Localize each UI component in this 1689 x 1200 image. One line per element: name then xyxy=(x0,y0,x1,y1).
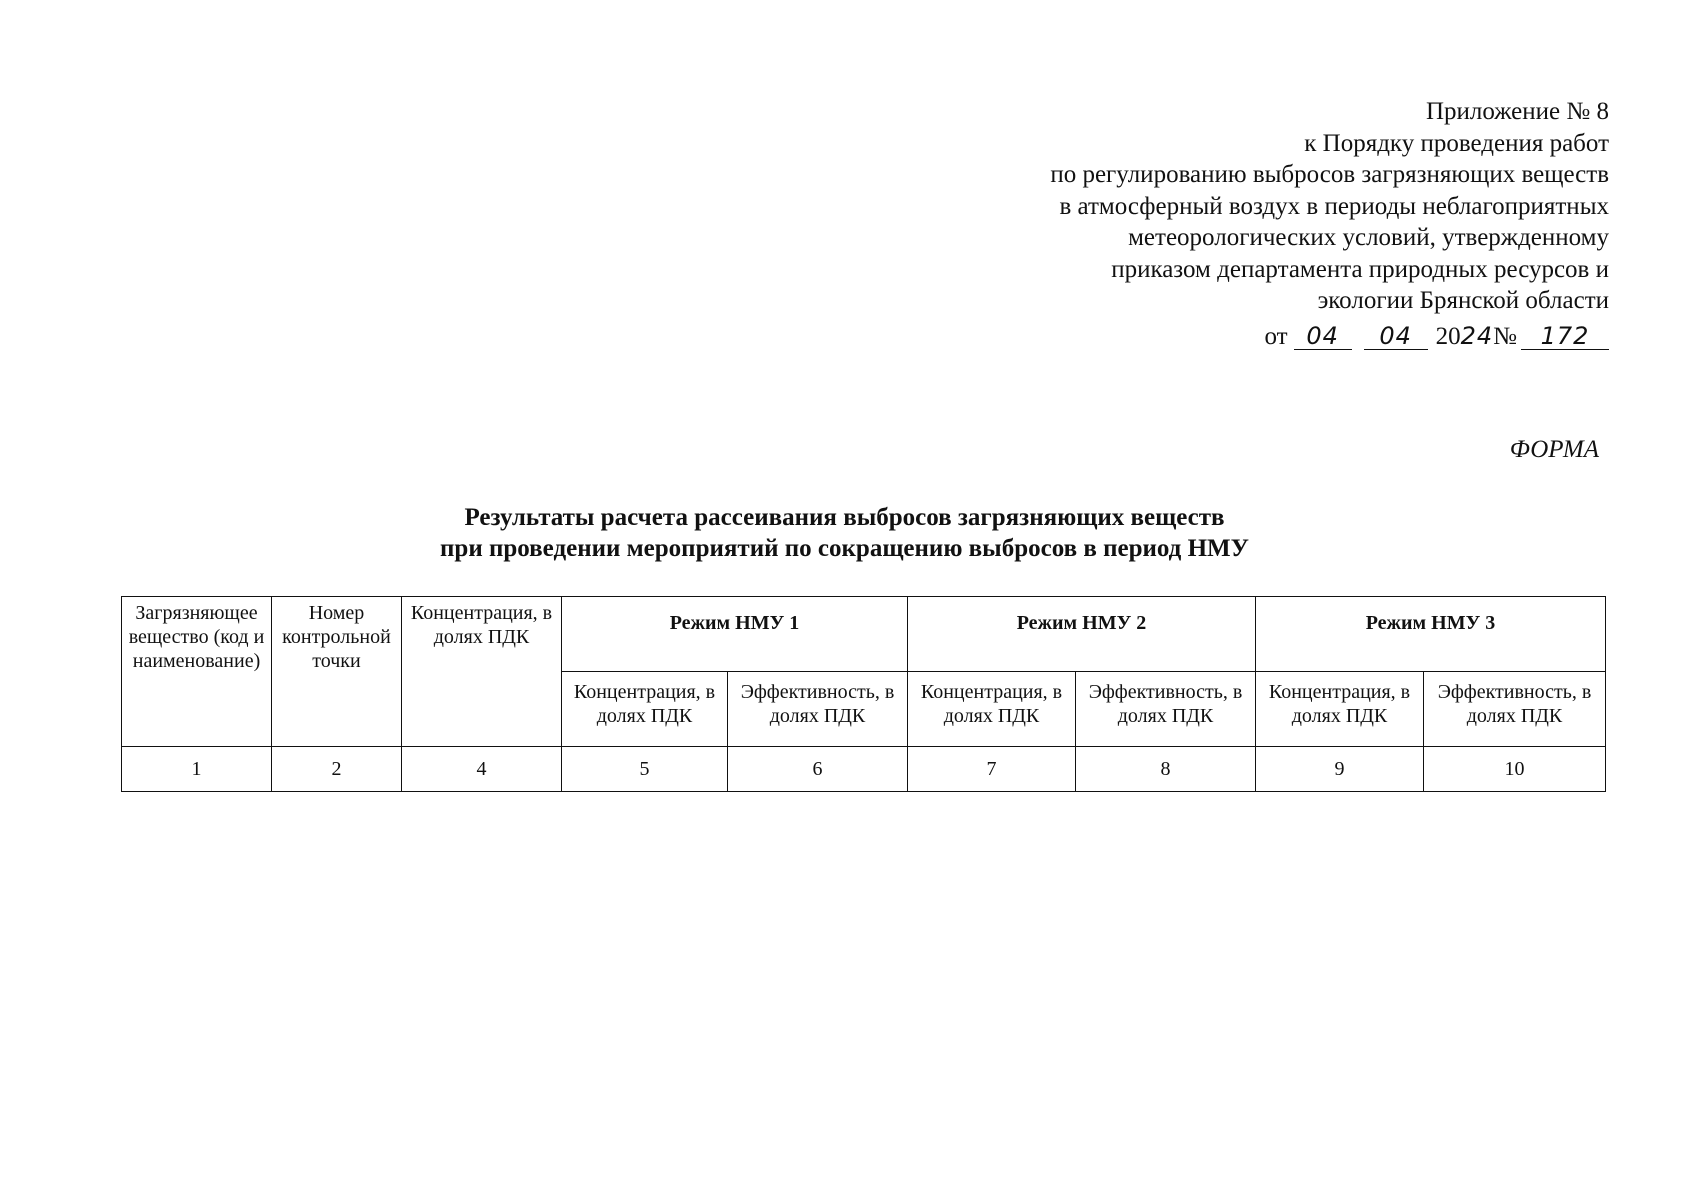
header-regime-2-concentration: Концентрация, в долях ПДК xyxy=(908,672,1076,747)
header-regime-1-concentration: Концентрация, в долях ПДК xyxy=(562,672,728,747)
header-line-meteo: метеорологических условий, утвержденному xyxy=(1128,224,1609,251)
date-prefix: от xyxy=(1264,322,1288,350)
header-control-point: Номер контрольной точки xyxy=(272,597,402,747)
date-day-handwritten: 04 xyxy=(1294,323,1352,350)
header-line-order: приказом департамента природных ресурсов и xyxy=(1111,255,1609,283)
document-title xyxy=(0,502,1689,564)
appendix-header xyxy=(909,96,1609,352)
header-regime-1: Режим НМУ 1 xyxy=(562,597,908,672)
form-label: ФОРМА xyxy=(1509,436,1599,463)
order-date-line xyxy=(909,321,1609,353)
results-table xyxy=(121,596,1606,792)
table-cell: 2 xyxy=(272,747,402,792)
table-cell: 8 xyxy=(1076,747,1256,792)
header-substance: Загрязняющее вещество (код и наименование) xyxy=(122,597,272,747)
document-title-line-2: при проведении мероприятий по сокращению выбросов в период НМУ xyxy=(440,535,1249,562)
header-regime-3-efficiency: Эффективность, в долях ПДК xyxy=(1424,672,1606,747)
table-cell: 6 xyxy=(728,747,908,792)
header-line-atmosphere: в атмосферный воздух в периоды неблагоприятных xyxy=(1059,192,1609,220)
header-regime-3: Режим НМУ 3 xyxy=(1256,597,1606,672)
table-header-row-1 xyxy=(122,597,1606,672)
table-cell: 1 xyxy=(122,747,272,792)
document-title-line-1: Результаты расчета рассеивания выбросов загрязняющих веществ xyxy=(464,504,1225,531)
header-line-region: экологии Брянской области xyxy=(1317,287,1609,314)
header-line-procedure: к Порядку проведения работ xyxy=(1304,129,1609,157)
header-regime-2: Режим НМУ 2 xyxy=(908,597,1256,672)
header-regime-2-efficiency: Эффективность, в долях ПДК xyxy=(1076,672,1256,747)
date-year-handwritten: 24 xyxy=(1460,321,1494,350)
number-sign: № xyxy=(1493,322,1517,350)
table-cell: 4 xyxy=(402,747,562,792)
header-line-appendix-number: Приложение № 8 xyxy=(1425,98,1609,125)
header-regime-1-efficiency: Эффективность, в долях ПДК xyxy=(728,672,908,747)
header-concentration: Концентрация, в долях ПДК xyxy=(402,597,562,747)
date-month-handwritten: 04 xyxy=(1364,323,1428,350)
table-cell: 10 xyxy=(1424,747,1606,792)
header-regime-3-concentration: Концентрация, в долях ПДК xyxy=(1256,672,1424,747)
table-cell: 5 xyxy=(562,747,728,792)
order-number-handwritten: 172 xyxy=(1521,323,1609,350)
table-cell: 9 xyxy=(1256,747,1424,792)
table-numbering-row xyxy=(122,747,1606,792)
date-year-printed: 20 xyxy=(1435,322,1461,350)
table-cell: 7 xyxy=(908,747,1076,792)
header-line-regulation: по регулированию выбросов загрязняющих веществ xyxy=(1050,161,1609,188)
